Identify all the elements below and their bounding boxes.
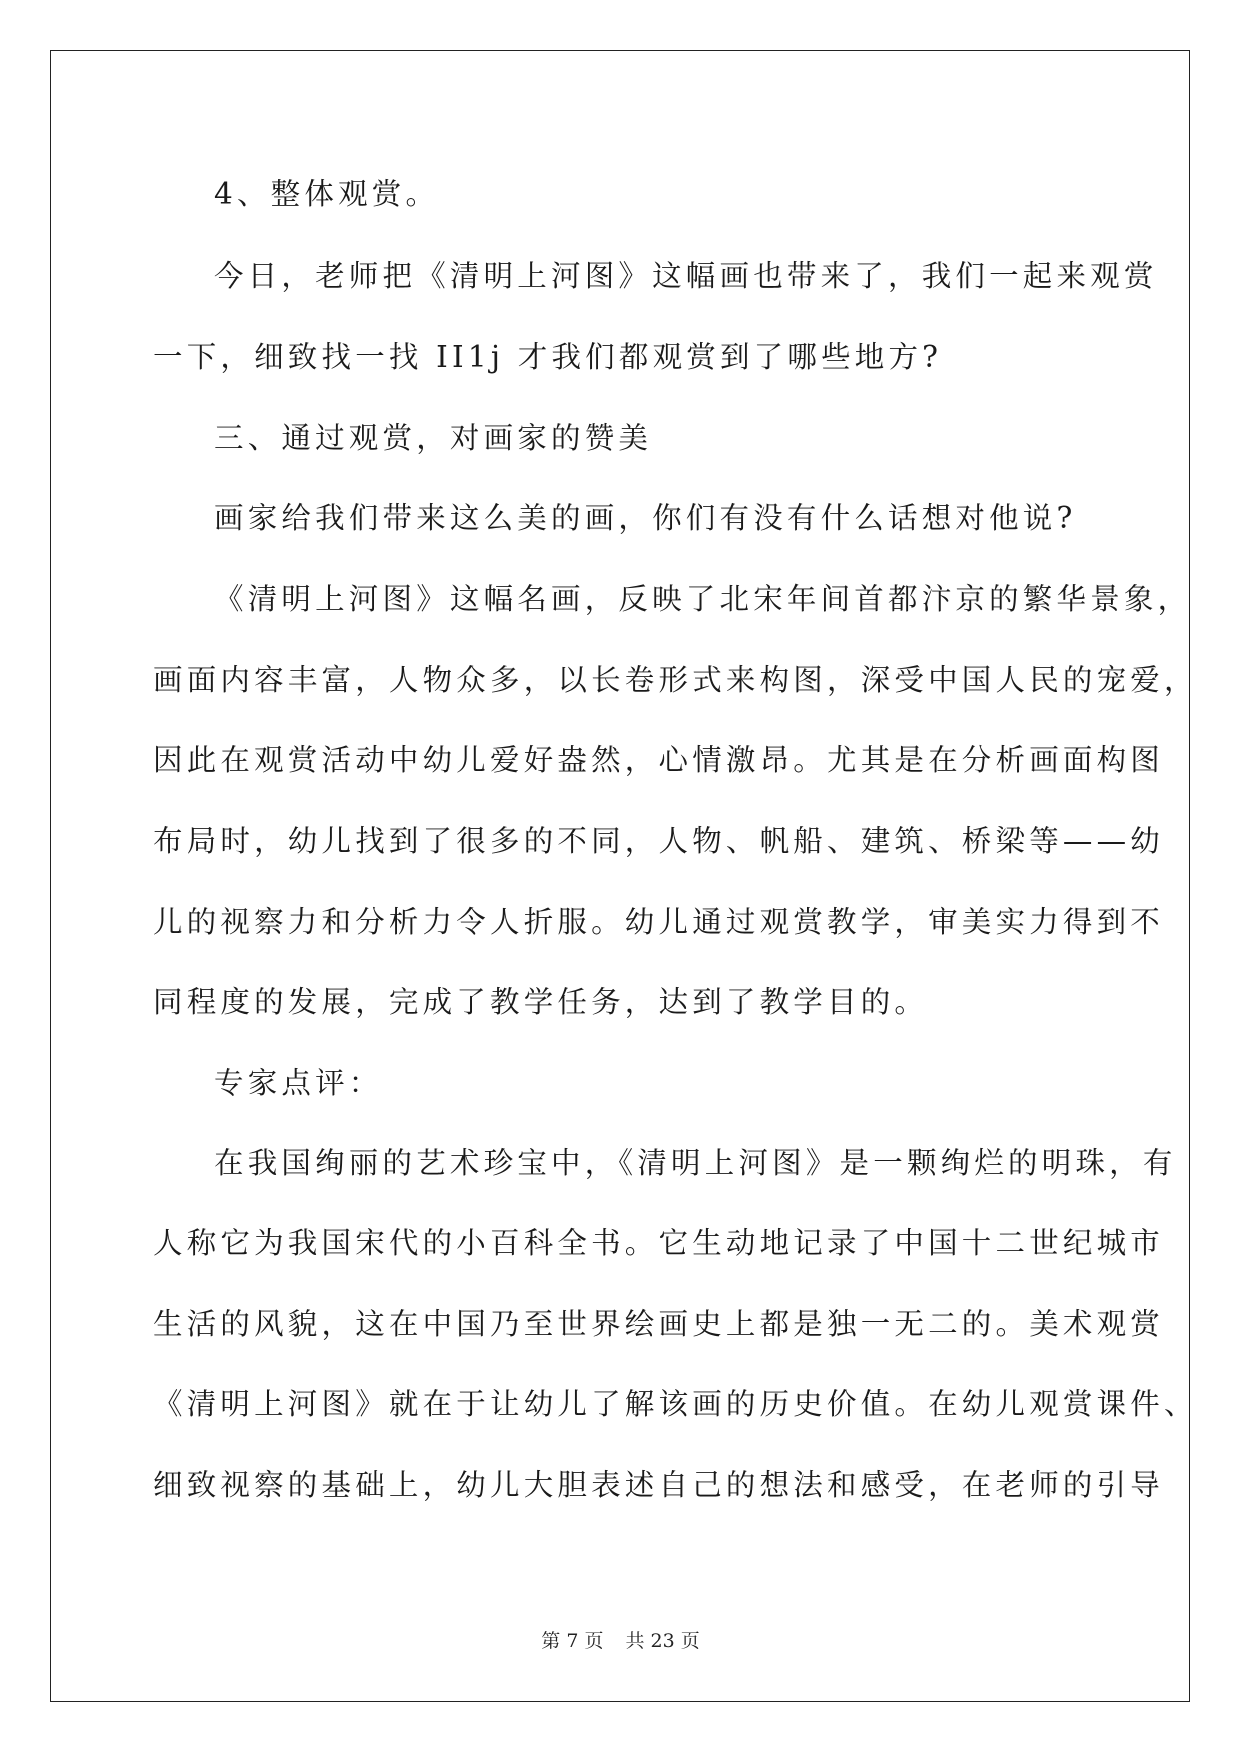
text-line: 生活的风貌，这在中国乃至世界绘画史上都是独一无二的。美术观赏 xyxy=(153,1307,1165,1341)
section-heading: 专家点评： xyxy=(214,1066,383,1100)
section-heading: 三、通过观赏，对画家的赞美 xyxy=(214,421,653,455)
text-line: 儿的视察力和分析力令人折服。幼儿通过观赏教学，审美实力得到不 xyxy=(153,905,1165,939)
page-footer xyxy=(0,1629,1241,1653)
text-line: 《清明上河图》就在于让幼儿了解该画的历史价值。在幼儿观赏课件、 xyxy=(153,1387,1198,1421)
page-border xyxy=(50,50,1190,1702)
text-line: 一下，细致找一找 II1j 才我们都观赏到了哪些地方? xyxy=(153,340,943,374)
page-total: 共 23 页 xyxy=(625,1630,700,1652)
page-number: 第 7 页 xyxy=(541,1630,604,1652)
text-line: 今日，老师把《清明上河图》这幅画也带来了，我们一起来观赏 xyxy=(214,259,1158,293)
text-line: 画面内容丰富，人物众多，以长卷形式来构图，深受中国人民的宠爱， xyxy=(153,663,1198,697)
text-line: 因此在观赏活动中幼儿爱好盎然，心情激昂。尤其是在分析画面构图 xyxy=(153,743,1165,777)
text-line: 《清明上河图》这幅名画，反映了北宋年间首都汴京的繁华景象， xyxy=(214,582,1192,616)
text-line: 细致视察的基础上，幼儿大胆表述自己的想法和感受，在老师的引导 xyxy=(153,1468,1165,1502)
text-line: 4、整体观赏。 xyxy=(214,177,440,211)
text-line: 布局时，幼儿找到了很多的不同，人物、帆船、建筑、桥梁等——幼 xyxy=(153,824,1165,858)
text-line: 在我国绚丽的艺术珍宝中，《清明上河图》是一颗绚烂的明珠，有 xyxy=(214,1146,1177,1180)
text-line: 画家给我们带来这么美的画，你们有没有什么话想对他说? xyxy=(214,501,1077,535)
text-line: 同程度的发展，完成了教学任务，达到了教学目的。 xyxy=(153,985,929,1019)
text-line: 人称它为我国宋代的小百科全书。它生动地记录了中国十二世纪城市 xyxy=(153,1226,1165,1260)
